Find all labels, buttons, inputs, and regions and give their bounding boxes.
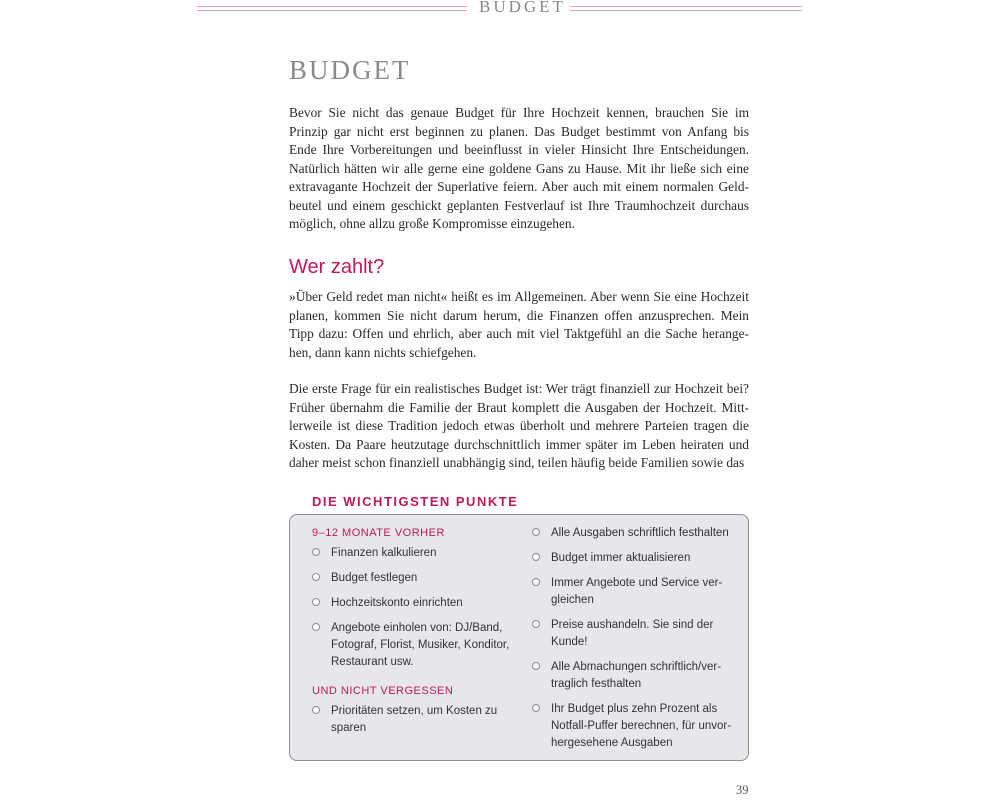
checklist-item[interactable] [532,575,737,609]
text-line: Prinzip gar nicht erst beginnen zu planen. Das Budget bestimmt von Anfang bis [289,123,749,139]
checklist-left-column [312,525,512,745]
checklist-item-text: Alle Ausgaben schriftlich festhalten [551,527,729,539]
checklist-item-text: Preise aushandeln. Sie sind der [551,619,714,631]
checkbox-circle-icon[interactable] [532,553,540,561]
text-line: daher meist schon finanziell unabhängig sind, teilen häufig beide Familien sowie das [289,455,745,470]
text-line: extravagante Hochzeit der Superlative feiern. Aber auch mit einem normalen Geld- [289,179,749,194]
checklist-item[interactable] [312,703,512,737]
checklist-item-text: Notfall-Puffer berechnen, für unvor- [551,720,732,732]
checklist-item[interactable] [532,701,737,752]
checkbox-circle-icon[interactable] [532,662,540,670]
text-line: Ende Ihre Vorbereitungen und beeinflusst in vieler Hinsicht Ihre Entscheidungen. [289,142,749,157]
text-line: beutel und einem geschickt geplanten Festverlauf ist Ihre Traumhochzeit durchaus [289,197,749,213]
checklist-item-text: Alle Abmachungen schriftlich/ver- [551,661,722,673]
running-header-title: BUDGET [479,0,566,16]
checklist-item-text: Restaurant usw. [331,656,414,668]
checklist-item-text: Hochzeitskonto einrichten [331,597,463,609]
text-line: lerweile ist diese Tradition jedoch etwas überholt und mehrere Parteien tragen die [289,418,749,433]
checklist-item[interactable] [532,550,737,567]
checklist-item-text: Prioritäten setzen, um Kosten zu [331,705,498,717]
checklist-item-text: Budget immer aktualisieren [551,552,691,564]
intro-paragraph [289,104,749,234]
checklist-item-text: Kunde! [551,636,588,648]
text-line: Kosten. Da Paare heutzutage durchschnittlich immer später im Leben heiraten und [289,436,749,452]
checklist-item[interactable] [532,525,737,542]
checklist-item-text: Finanzen kalkulieren [331,547,437,559]
checklist-item[interactable] [312,595,512,612]
checklist-item[interactable] [532,659,737,693]
checklist-item[interactable] [312,620,512,671]
running-header [197,0,802,20]
first-question-paragraph [289,380,749,473]
text-line: Tipp dazu: Offen und ehrlich, aber auch mit viel Taktgefühl an die Sache herange- [289,326,749,341]
who-pays-paragraph [289,288,749,362]
checklist-box [289,514,749,761]
checklist-list-right [532,525,737,752]
text-line: Früher übernahm die Familie der Braut komplett die Ausgaben der Hochzeit. Mitt- [289,399,749,415]
page-number: 39 [736,783,749,797]
checklist-item-text: Angebote einholen von: DJ/Band, [331,622,503,634]
checklist-item-text: Fotograf, Florist, Musiker, Konditor, [331,639,510,651]
text-line: Bevor Sie nicht das genaue Budget für Ihre Hochzeit kennen, brauchen Sie im [289,105,749,120]
checklist-item[interactable] [532,617,737,651]
text-line: hen, dann kann nichts schiefgehen. [289,344,477,360]
header-rule-right [570,6,802,11]
checklist-list-months [312,545,512,671]
checklist-item-text: Budget festlegen [331,572,418,584]
text-line: Die erste Frage für ein realistisches Budget ist: Wer trägt finanziell zur Hochzeit bei? [289,381,749,396]
checkbox-circle-icon[interactable] [312,548,320,556]
checklist-item-text: sparen [331,722,367,734]
text-line: Natürlich hätten wir alle gerne eine goldene Gans zu Hause. Mit ihr ließe sich eine [289,160,749,176]
checklist-item-text: Immer Angebote und Service ver- [551,577,723,589]
checklist-list-dont-forget [312,703,512,737]
checklist-right-column [532,525,737,760]
checklist-item[interactable] [312,570,512,587]
checkbox-circle-icon[interactable] [312,706,320,714]
checkbox-circle-icon[interactable] [532,704,540,712]
page-title: BUDGET [289,55,411,85]
checklist-subheading-months: 9–12 MONATE VORHER [312,527,445,539]
section-heading: Wer zahlt? [289,256,385,278]
checkbox-circle-icon[interactable] [532,620,540,628]
text-line: »Über Geld redet man nicht« heißt es im Allgemeinen. Aber wenn Sie eine Hochzeit [289,289,749,304]
checklist-item-text: hergesehene Ausgaben [551,737,673,749]
checkbox-circle-icon[interactable] [312,573,320,581]
checkbox-circle-icon[interactable] [312,623,320,631]
text-line: planen, kommen Sie nicht darum herum, die Finanzen offen anzusprechen. Mein [289,307,749,323]
checkbox-circle-icon[interactable] [532,528,540,536]
checklist-item-text: Ihr Budget plus zehn Prozent als [551,703,718,715]
checklist-item-text: traglich festhalten [551,678,642,690]
checklist-heading: DIE WICHTIGSTEN PUNKTE [312,494,519,509]
checklist-item-text: gleichen [551,594,594,606]
checkbox-circle-icon[interactable] [312,598,320,606]
header-rule-left [197,6,467,11]
checklist-subheading-dont-forget: UND NICHT VERGESSEN [312,685,454,697]
checkbox-circle-icon[interactable] [532,578,540,586]
text-line: möglich, ohne allzu große Kompromisse einzugehen. [289,216,575,231]
checklist-item[interactable] [312,545,512,562]
